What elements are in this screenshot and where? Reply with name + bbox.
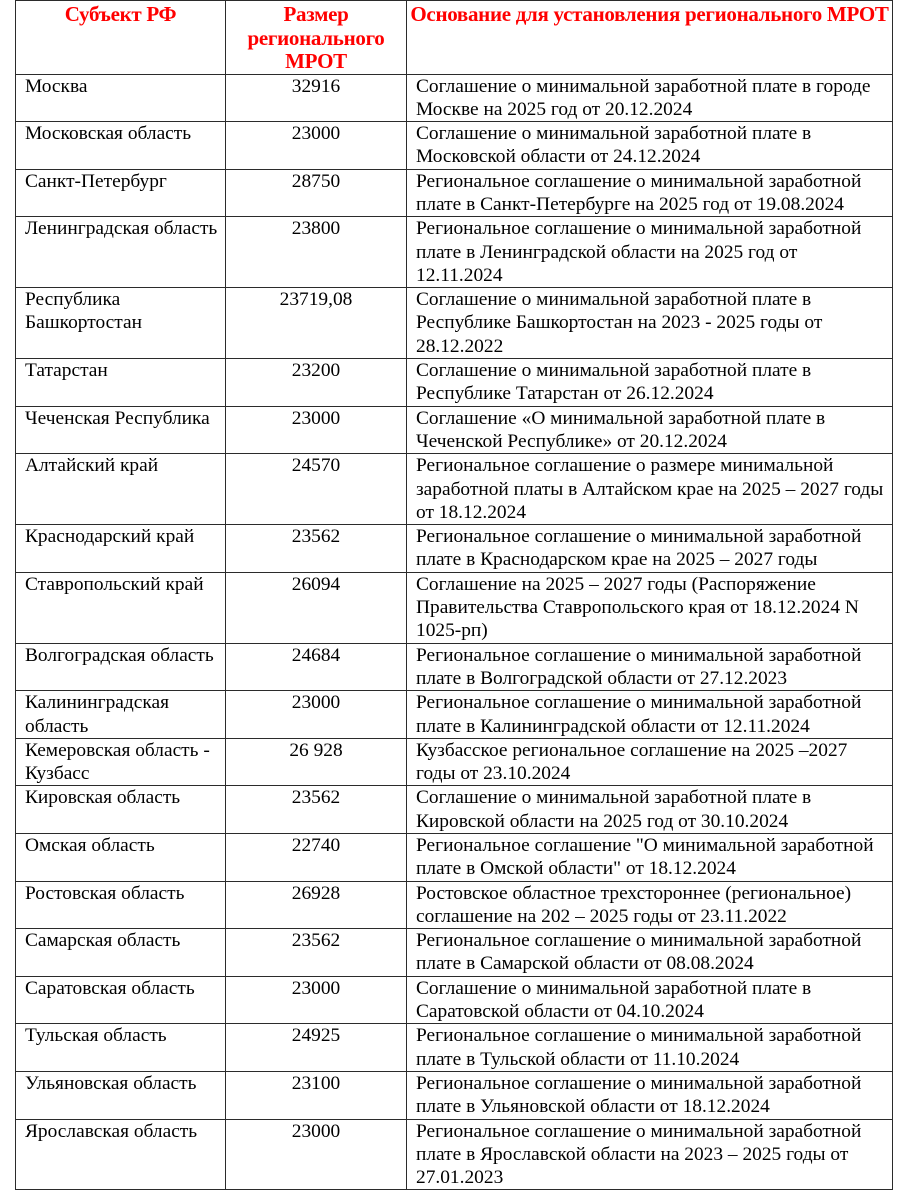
- mrot-amount-cell: 26928: [226, 881, 407, 929]
- table-row: [16, 525, 893, 573]
- region-cell: Ставропольский край: [16, 572, 226, 643]
- basis-cell: Региональное соглашение о минимальной заработной плате в Краснодарском крае на 2025 – 2027 годы: [407, 525, 893, 573]
- mrot-amount-cell: 23000: [226, 976, 407, 1024]
- mrot-amount-cell: 22740: [226, 834, 407, 882]
- basis-cell: Региональное соглашение о минимальной заработной плате в Ульяновской области от 18.12.2024: [407, 1071, 893, 1119]
- mrot-amount-cell: 23100: [226, 1071, 407, 1119]
- table-row: [16, 643, 893, 691]
- basis-cell: Региональное соглашение о минимальной заработной плате в Ярославской области на 2023 – 2025 годы от 27.01.2023: [407, 1119, 893, 1190]
- region-cell: Ярославская область: [16, 1119, 226, 1190]
- basis-cell: Региональное соглашение "О минимальной заработной плате в Омской области" от 18.12.2024: [407, 834, 893, 882]
- column-header-region: [16, 1, 226, 75]
- basis-cell: Соглашение о минимальной заработной плате в Московской области от 24.12.2024: [407, 122, 893, 170]
- column-header-basis-label: Основание для установления регионального МРОТ: [410, 2, 889, 26]
- table-row: [16, 406, 893, 454]
- basis-cell: Региональное соглашение о минимальной заработной плате в Санкт-Петербурге на 2025 год от 19.08.2024: [407, 169, 893, 217]
- table-body: [16, 74, 893, 1190]
- basis-cell: Соглашение «О минимальной заработной плате в Чеченской Республике» от 20.12.2024: [407, 406, 893, 454]
- mrot-amount-cell: 28750: [226, 169, 407, 217]
- basis-cell: Соглашение о минимальной заработной плате в Республике Башкортостан на 2023 - 2025 годы от 28.12.2022: [407, 288, 893, 359]
- region-cell: Чеченская Республика: [16, 406, 226, 454]
- table-row: [16, 691, 893, 739]
- region-cell: Кемеровская область - Кузбасс: [16, 738, 226, 786]
- region-cell: Калининградская область: [16, 691, 226, 739]
- mrot-amount-cell: 23562: [226, 786, 407, 834]
- region-cell: Краснодарский край: [16, 525, 226, 573]
- region-cell: Омская область: [16, 834, 226, 882]
- region-cell: Тульская область: [16, 1024, 226, 1072]
- table-row: [16, 738, 893, 786]
- basis-cell: Региональное соглашение о минимальной заработной плате в Волгоградской области от 27.12.2023: [407, 643, 893, 691]
- mrot-amount-cell: 23562: [226, 929, 407, 977]
- region-cell: Ростовская область: [16, 881, 226, 929]
- table-row: [16, 1024, 893, 1072]
- basis-cell: Соглашение о минимальной заработной плате в городе Москве на 2025 год от 20.12.2024: [407, 74, 893, 122]
- table-row: [16, 122, 893, 170]
- basis-cell: Ростовское областное трехстороннее (региональное) соглашение на 202 – 2025 годы от 23.11.2022: [407, 881, 893, 929]
- column-header-amount: [226, 1, 407, 75]
- region-cell: Волгоградская область: [16, 643, 226, 691]
- header-row: [16, 1, 893, 75]
- region-cell: Ульяновская область: [16, 1071, 226, 1119]
- basis-cell: Региональное соглашение о минимальной заработной плате в Калининградской области от 12.11.2024: [407, 691, 893, 739]
- basis-cell: Региональное соглашение о размере минимальной заработной платы в Алтайском крае на 2025 – 2027 годы от 18.12.2024: [407, 454, 893, 525]
- mrot-amount-cell: 23000: [226, 122, 407, 170]
- region-cell: Ленинградская область: [16, 217, 226, 288]
- table-header: [16, 1, 893, 75]
- table-row: [16, 1119, 893, 1190]
- table-row: [16, 169, 893, 217]
- region-cell: Саратовская область: [16, 976, 226, 1024]
- mrot-amount-cell: 23000: [226, 691, 407, 739]
- mrot-amount-cell: 24925: [226, 1024, 407, 1072]
- basis-cell: Соглашение о минимальной заработной плате в Республике Татарстан от 26.12.2024: [407, 359, 893, 407]
- column-header-amount-label: Размер регионального МРОТ: [247, 2, 385, 73]
- basis-cell: Соглашение на 2025 – 2027 годы (Распоряжение Правительства Ставропольского края от 18.12.2024 N 1025-рп): [407, 572, 893, 643]
- mrot-amount-cell: 23200: [226, 359, 407, 407]
- mrot-amount-cell: 23800: [226, 217, 407, 288]
- mrot-amount-cell: 26094: [226, 572, 407, 643]
- table-row: [16, 929, 893, 977]
- table-row: [16, 834, 893, 882]
- basis-cell: Региональное соглашение о минимальной заработной плате в Ленинградской области на 2025 год от 12.11.2024: [407, 217, 893, 288]
- region-cell: Татарстан: [16, 359, 226, 407]
- mrot-amount-cell: 23000: [226, 406, 407, 454]
- region-cell: Кировская область: [16, 786, 226, 834]
- basis-cell: Соглашение о минимальной заработной плате в Саратовской области от 04.10.2024: [407, 976, 893, 1024]
- basis-cell: Региональное соглашение о минимальной заработной плате в Тульской области от 11.10.2024: [407, 1024, 893, 1072]
- column-header-region-label: Субъект РФ: [64, 2, 177, 26]
- basis-cell: Региональное соглашение о минимальной заработной плате в Самарской области от 08.08.2024: [407, 929, 893, 977]
- region-cell: Санкт-Петербург: [16, 169, 226, 217]
- region-cell: Московская область: [16, 122, 226, 170]
- table-row: [16, 881, 893, 929]
- table-row: [16, 217, 893, 288]
- table-row: [16, 454, 893, 525]
- mrot-amount-cell: 32916: [226, 74, 407, 122]
- region-cell: Москва: [16, 74, 226, 122]
- region-cell: Республика Башкортостан: [16, 288, 226, 359]
- basis-cell: Соглашение о минимальной заработной плате в Кировской области на 2025 год от 30.10.2024: [407, 786, 893, 834]
- table-row: [16, 1071, 893, 1119]
- column-header-basis: [407, 1, 893, 75]
- mrot-amount-cell: 23000: [226, 1119, 407, 1190]
- regional-mrot-table: [15, 0, 893, 1190]
- region-cell: Алтайский край: [16, 454, 226, 525]
- mrot-amount-cell: 23719,08: [226, 288, 407, 359]
- table-row: [16, 976, 893, 1024]
- region-cell: Самарская область: [16, 929, 226, 977]
- basis-cell: Кузбасское региональное соглашение на 2025 –2027 годы от 23.10.2024: [407, 738, 893, 786]
- mrot-amount-cell: 24570: [226, 454, 407, 525]
- mrot-amount-cell: 24684: [226, 643, 407, 691]
- table-row: [16, 572, 893, 643]
- mrot-amount-cell: 23562: [226, 525, 407, 573]
- table-row: [16, 786, 893, 834]
- table-row: [16, 74, 893, 122]
- table-row: [16, 288, 893, 359]
- mrot-amount-cell: 26 928: [226, 738, 407, 786]
- table-row: [16, 359, 893, 407]
